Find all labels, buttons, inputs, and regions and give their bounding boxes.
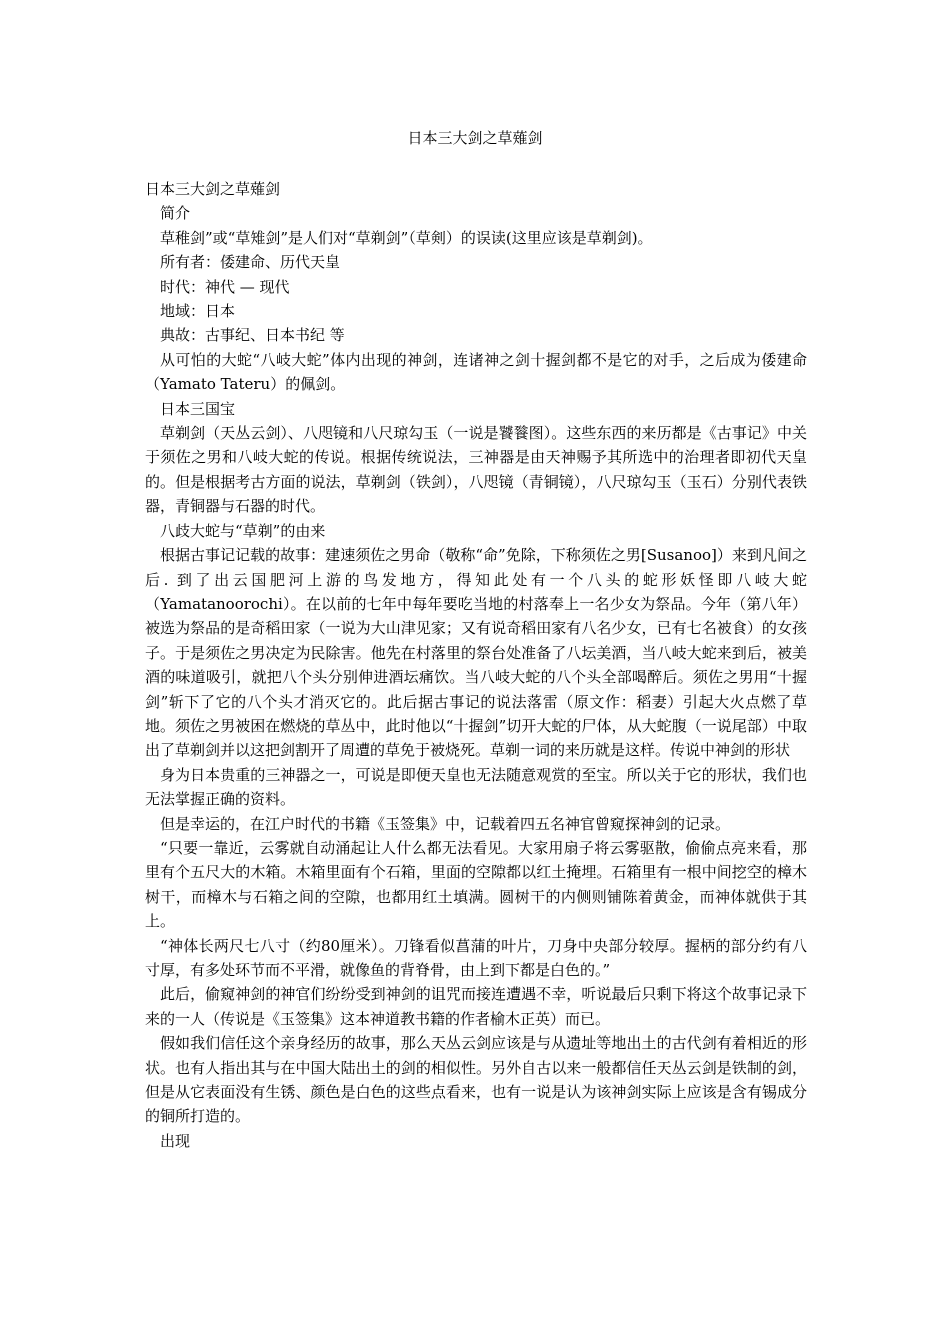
document-body — [145, 177, 807, 1153]
paragraph: 日本三大剑之草薙剑 — [145, 180, 281, 198]
paragraph: 假如我们信任这个亲身经历的故事，那么天丛云剑应该是与从遗址等地出土的古代剑有着相近的形状。也有人指出其与在中国大陆出土的剑的相似性。另外自古以来一般都信任天丛云剑是铁制的剑，但是从它表面没有生锈、颜色是白色的这些点看来，也有一说是认为该神剑实际上应该是含有锡成分的铜所打造的。 — [145, 1034, 807, 1126]
paragraph: 时代：神代 — 现代 — [160, 277, 290, 296]
paragraph: 从可怕的大蛇“八岐大蛇”体内出现的神剑，连诸神之剑十握剑都不是它的对手，之后成为倭建命（Yamato Tateru）的佩剑。 — [145, 350, 807, 394]
paragraph: “只要一靠近，云雾就自动涌起让人什么都无法看见。大家用扇子将云雾驱散，偷偷点亮来看，那里有个五尺大的木箱。木箱里面有个石箱，里面的空隙都以红土掩埋。石箱里有一根中间挖空的樟木树干，而樟木与石箱之间的空隙，也都用红土填满。圆树干的内侧则铺陈着黄金，而神体就供于其上。 — [145, 838, 807, 931]
document-title: 日本三大剑之草薙剑 — [407, 129, 543, 147]
paragraph: 地域：日本 — [160, 302, 236, 321]
paragraph: 草稚剑”或“草雉剑”是人们对“草剃剑”（草剣）的误读(这里应该是草剃剑)。 — [160, 228, 653, 247]
paragraph: “神体长两尺七八寸（约80厘米）。刀锋看似菖蒲的叶片，刀身中央部分较厚。握柄的部分约有八寸厚，有多处环节而不平滑，就像鱼的背脊骨，由上到下都是白色的。” — [145, 936, 807, 979]
paragraph: 八歧大蛇与“草剃”的由来 — [160, 521, 326, 540]
paragraph: 日本三国宝 — [160, 399, 236, 418]
paragraph: 出现 — [160, 1131, 191, 1150]
paragraph: 草剃剑（天丛云剑）、八咫镜和八尺琼勾玉（一说是饕餮图）。这些东西的来历都是《古事记》中关于须佐之男和八岐大蛇的传说。根据传统说法，三神器是由天神赐予其所选中的治理者即初代天皇的。但是根据考古方面的说法，草剃剑（铁剑），八咫镜（青铜镜），八尺琼勾玉（玉石）分别代表铁器，青铜器与石器的时代。 — [145, 424, 807, 516]
paragraph: 典故：古事纪、日本书纪 等 — [160, 326, 345, 345]
paragraph: 所有者：倭建命、历代天皇 — [160, 253, 341, 272]
paragraph: 根据古事记记载的故事：建速须佐之男命（敬称“命”免除，下称须佐之男[Susanoo]）来到凡间之后. 到了出云国肥河上游的鸟发地方，得知此处有一个八头的蛇形妖怪即八岐大蛇（Yamatanoorochi）。在以前的七年中每年要吃当地的村落奉上一名少女为祭品。今年（第八年）被选为祭品的是奇稻田家（一说为大山津见家；又有说奇稻田家有八名少女，已有七名被食）的女孩子。于是须佐之男决定为民除害。他先在村落里的祭台处准备了八坛美酒，当八岐大蛇来到后，被美酒的味道吸引，就把八个头分别伸进酒坛痛饮。当八岐大蛇的八个头全部喝醉后。须佐之男用“十握剑”斩下了它的八个头才消灭它的。此后据古事记的说法落雷（原文作：稻妻）引起大火点燃了草地。须佐之男被困在燃烧的草丛中，此时他以“十握剑”切开大蛇的尸体，从大蛇腹（一说尾部）中取出了草剃剑并以这把剑割开了周遭的草免于被烧死。草剃一词的来历就是这样。传说中神剑的形状 — [145, 546, 807, 760]
paragraph: 简介 — [160, 204, 191, 223]
paragraph: 身为日本贵重的三神器之一，可说是即便天皇也无法随意观赏的至宝。所以关于它的形状，我们也无法掌握正确的资料。 — [145, 765, 807, 809]
paragraph: 此后，偷窥神剑的神官们纷纷受到神剑的诅咒而接连遭遇不幸，听说最后只剩下将这个故事记录下来的一人（传说是《玉签集》这本神道教书籍的作者榆木正英）而已。 — [145, 985, 807, 1028]
paragraph: 但是幸运的，在江户时代的书籍《玉签集》中，记载着四五名神官曾窥探神剑的记录。 — [160, 814, 731, 833]
